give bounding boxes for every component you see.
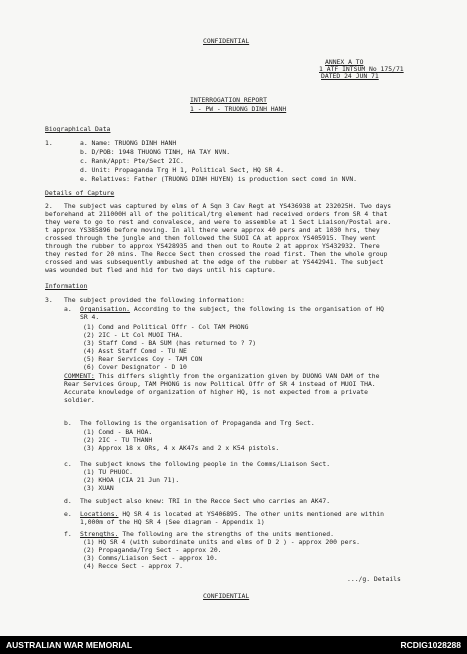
comms-item: (1) TU PHUOC. [83,468,134,476]
propaganda-item: (1) Comd - BA HOA. [83,428,153,436]
bio-relatives: e. Relatives: Father (TRUONG DINH HUYEN) is production sect comd in NVN. [80,175,358,183]
propaganda-item: (2) 2IC - TU THANH [83,436,153,444]
paragraph-number: 3. [45,296,53,304]
comment-text: Rear Services Group, TAM PHONG is now Political Offr of SR 4 instead of MUOI THA. [64,380,376,388]
report-subtitle: 1 - PW - TRUONG DINH HANH [190,105,287,113]
strengths-paragraph [80,531,334,538]
paragraph-number: 2. [45,202,53,210]
bio-rank: c. Rank/Appt: Pte/Sect 2IC. [80,157,184,165]
organisation-item: (4) Asst Staff Comd - TU NE [83,347,187,355]
archive-name: AUSTRALIAN WAR MEMORIAL [6,640,133,650]
recce-text: The subject also knew: TRI in the Recce Sect who carries an AK47. [80,497,331,505]
propaganda-item: (3) Approx 18 x ORs, 4 x AK47s and 2 x K54 pistols. [83,444,280,452]
organisation-text: According to the subject, the following is the organisation of HQ [130,305,384,313]
item-label: d. [64,497,72,505]
comment-paragraph [64,373,380,380]
organisation-title: Organisation. [80,305,131,313]
classification-footer: CONFIDENTIAL [203,592,250,600]
organisation-item: (6) Cover Designator - D 10 [83,363,187,371]
strengths-text: The following are the strengths of the units mentioned. [118,530,334,538]
continuation-note: .../g. Details [347,575,401,583]
strengths-item: (1) HQ SR 4 (with subordinate units and elms of D 2 ) - approx 200 pers. [83,538,361,546]
comms-text: The subject knows the following people in the Comms/Liaison Sect. [80,460,331,468]
biographical-heading: Biographical Data [45,125,111,133]
dated-reference: DATED 24 JUN 71 [321,72,379,80]
capture-line: crossed and was subsequently ambushed at the edge of the rubber at YS442941. The subject [45,258,384,266]
organisation-item: (3) Staff Comd - BA SUM (has returned to ? 7) [83,339,257,347]
organisation-text-cont: SR 4. [80,313,100,321]
information-intro: The subject provided the following information: [64,296,245,304]
bio-unit: d. Unit: Propaganda Trg H 1, Political Sect, HQ SR 4. [80,166,284,174]
comms-item: (3) XUAN [83,484,114,492]
intsum-reference: 1 ATF INTSUM No 175/71 [319,65,404,73]
strengths-item: (3) Comms/Liaison Sect - approx 10. [83,554,218,562]
item-label: c. [64,460,72,468]
classification-header: CONFIDENTIAL [203,37,250,45]
item-label: e. [64,510,72,518]
locations-text: HQ SR 4 is located at YS406895. The other units mentioned are within [118,510,384,518]
comment-text: Accurate knowledge of organization of higher HQ, is not expected from a private [64,388,368,396]
capture-line: beforehand at 211000H all of the political/trg element had received orders from SR 4 that [45,210,388,218]
archive-footer-bar [0,636,467,654]
capture-line: crossed through the jungle and then followed the SUOI CA at approx YS405915. They went [45,234,376,242]
capture-line: they were to go to rest and convalesce, and were to assemble at 1 Sect Liaison/Postal are. [45,218,392,226]
item-label: f. [64,530,72,538]
capture-line: The subject was captured by elms of A Sqn 3 Cav Regt at YS436938 at 232025H. Two days [64,202,392,210]
propaganda-text: The following is the organisation of Propaganda and Trg Sect. [80,419,315,427]
organisation-paragraph [80,306,384,313]
comment-text: This differs slightly from the organization given by DUONG VAN DAM of the [94,372,380,380]
paragraph-number: 1. [45,139,53,147]
archive-reference: RCDIG1028288 [400,640,461,650]
comment-text: soldier. [64,396,95,404]
locations-paragraph [80,511,384,518]
organisation-item: (1) Comd and Political Offr - Col TAM PHONG [83,323,249,331]
strengths-title: Strengths. [80,530,119,538]
bio-birth: b. D/POB: 1948 THUONG TINH, HA TAY NVN. [80,148,231,156]
strengths-item: (2) Propaganda/Trg Sect - approx 20. [83,546,222,554]
organisation-item: (5) Rear Services Coy - TAM CON [83,355,203,363]
capture-line: through the rubber to approx YS428935 and then out to Route 2 at approx YS432932. There [45,242,380,250]
locations-text-cont: 1,000m of the HQ SR 4 (See diagram - Appendix 1) [80,518,265,526]
item-label: b. [64,419,72,427]
strengths-item: (4) Recce Sect - approx 7. [83,562,184,570]
information-heading: Information [45,282,88,290]
capture-heading: Details of Capture [45,189,115,197]
capture-line: was wounded but fled and hid for two days until his capture. [45,266,276,274]
organisation-item: (2) 2IC - Lt Col MUOI THA. [83,331,184,339]
bio-name: a. Name: TRUONG DINH HANH [80,139,177,147]
capture-line: they rested for 20 mins. The Recce Sect then crossed the road first. Then the whole group [45,250,388,258]
item-label: a. [64,305,72,313]
locations-title: Locations. [80,510,119,518]
comms-item: (2) KHOA (CIA 21 Jun 71). [83,476,180,484]
annex-reference: ANNEX A TO [325,58,364,66]
capture-line: t approx YS385896 before moving. In all there were approx 40 pers and at 1030 hrs, they [45,226,380,234]
report-title: INTERROGATION REPORT [190,96,267,104]
comment-label: COMMENT: [64,372,95,380]
